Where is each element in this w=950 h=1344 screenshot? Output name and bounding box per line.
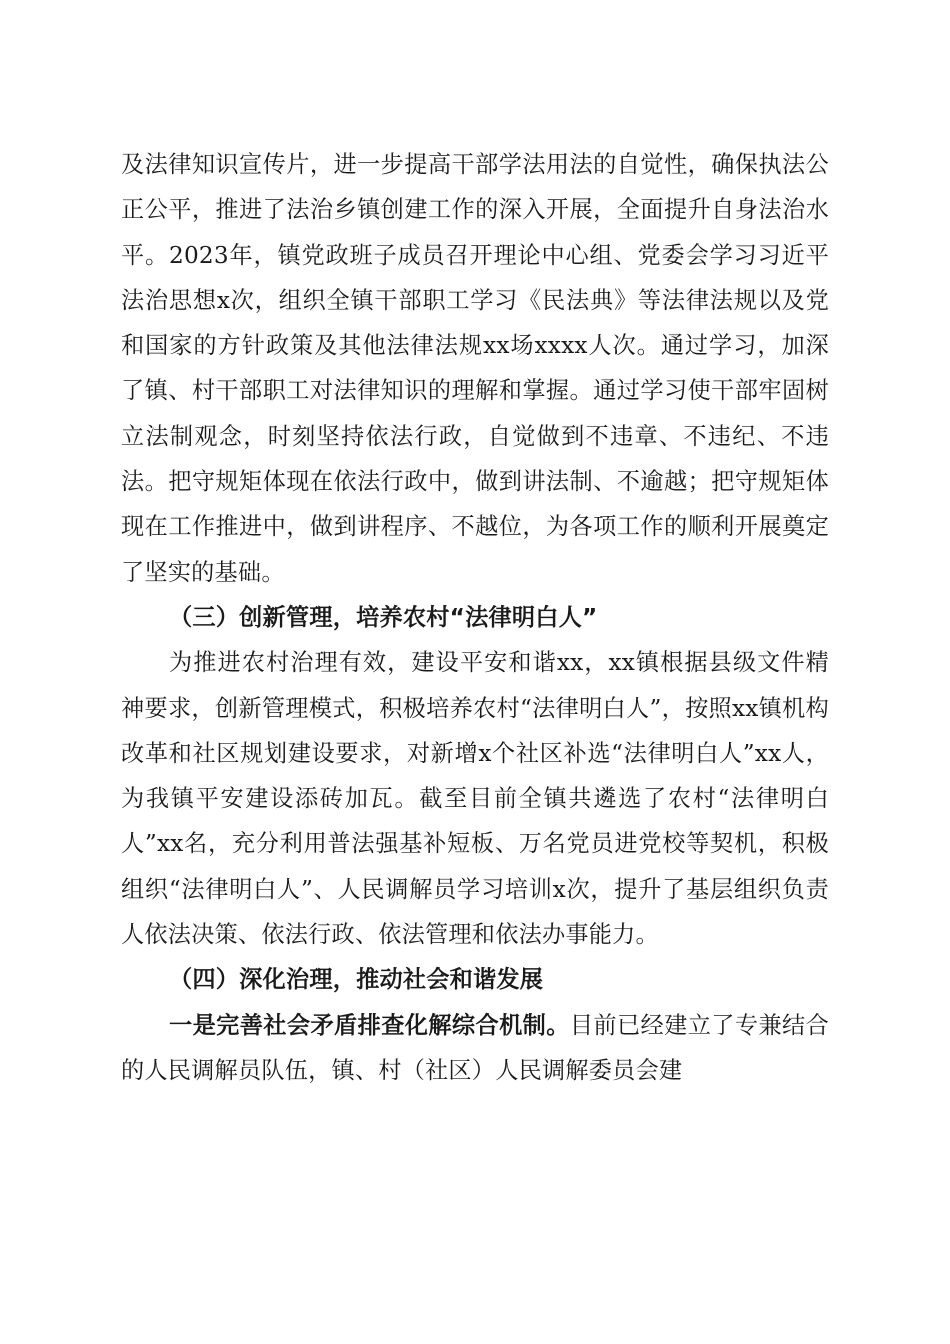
body-paragraph-continued: 及法律知识宣传片，进一步提高干部学法用法的自觉性，确保执法公正公平，推进了法治乡镇创建工作的深入开展，全面提升自身法治水平。2023年，镇党政班子成员召开理论中心组、党委会学习习近平法治思想x次，组织全镇干部职工学习《民法典》等法律法规以及党和国家的方针政策及其他法律法规xx场xxxx人次。通过学习，加深了镇、村干部职工对法律知识的理解和掌握。通过学习使干部牢固树立法制观念，时刻坚持依法行政，自觉做到不违章、不违纪、不违法。把守规矩体现在依法行政中，做到讲法制、不逾越；把守规矩体现在工作推进中，做到讲程序、不越位，为各项工作的顺利开展奠定了坚实的基础。 [121,151,829,586]
paragraph-continuation: 目前已经建立了专兼结合的人民调解员队伍，镇、村（社区）人民调解委员会建 [121,1011,829,1084]
body-paragraph-legal-understanding: 为推进农村治理有效，建设平安和谐xx，xx镇根据县级文件精神要求，创新管理模式，积极培养农村“法律明白人”，按照xx镇机构改革和社区规划建设要求，对新增x个社区补选“法律明白人”xx人，为我镇平安建设添砖加瓦。截至目前全镇共遴选了农村“法律明白人”xx名，充分利用普法强基补短板、万名党员进党校等契机，积极组织“法律明白人”、人民调解员学习培训x次，提升了基层组织负责人依法决策、依法行政、依法管理和依法办事能力。 [121,649,829,949]
body-paragraph-conflict-resolution [121,1003,829,1094]
paragraph-lead-phrase: 一是完善社会矛盾排查化解综合机制。 [169,1011,570,1039]
section-heading-4: （四）深化治理，推动社会和谐发展 [169,966,544,994]
section-heading-3: （三）创新管理，培养农村“法律明白人” [169,603,598,631]
document-page [121,142,829,1093]
